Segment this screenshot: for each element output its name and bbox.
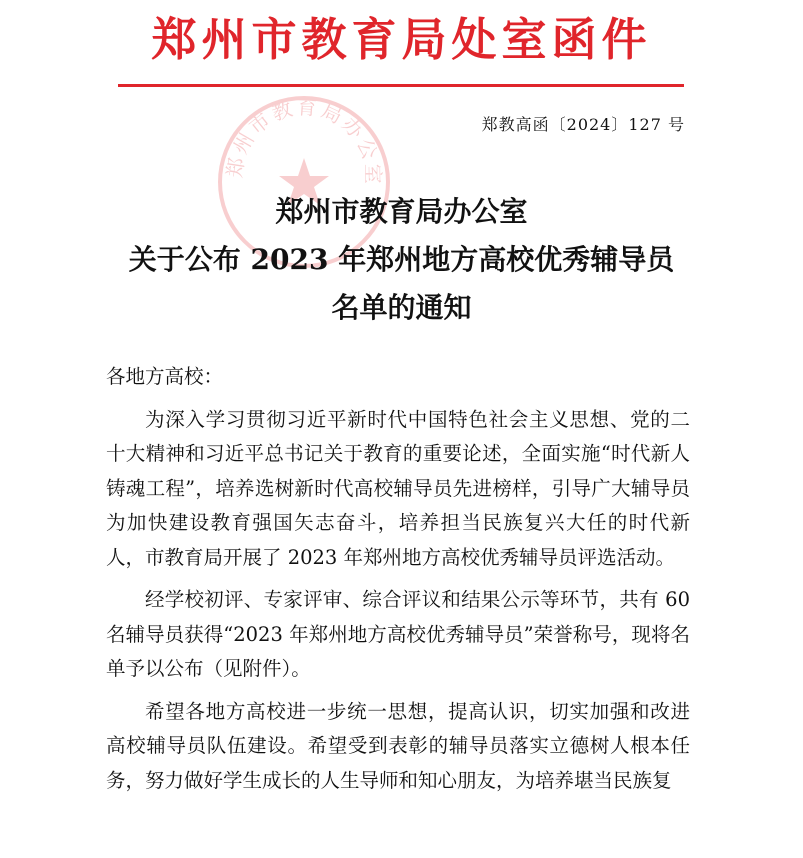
notice-title — [0, 188, 803, 332]
document-number: 郑教高函〔2024〕127 号 — [481, 115, 685, 134]
paragraph-2: 经学校初评、专家评审、综合评议和结果公示等环节，共有 60 名辅导员获得“2023 年郑州地方高校优秀辅导员”荣誉称号，现将名单予以公布（见附件）。 — [106, 588, 690, 680]
red-divider-line — [118, 84, 684, 87]
title-line-3: 名单的通知 — [331, 291, 472, 324]
paragraph-1: 为深入学习贯彻习近平新时代中国特色社会主义思想、党的二十大精神和习近平总书记关于教育的重要论述，全面实施“时代新人铸魂工程”，培养选树新时代高校辅导员先进榜样，引导广大辅导员为加快建设教育强国矢志奋斗，培养担当民族复兴大任的时代新人，市教育局开展了 2023 年郑州地方高校优秀辅导员评选活动。 — [106, 407, 690, 569]
svg-text:郑州市教育局办公室: 郑州市教育局办公室 — [222, 94, 386, 188]
title-line-2: 关于公布 2023 年郑州地方高校优秀辅导员 — [128, 243, 675, 276]
salutation: 各地方高校： — [106, 365, 224, 388]
paragraph-3: 希望各地方高校进一步统一思想，提高认识，切实加强和改进高校辅导员队伍建设。希望受到表彰的辅导员落实立德树人根本任务，努力做好学生成长的人生导师和知心朋友，为培养堪当民族复 — [106, 699, 690, 792]
notice-body — [106, 360, 690, 798]
title-line-1: 郑州市教育局办公室 — [275, 195, 528, 228]
letterhead-title: 郑州市教育局处室函件 — [151, 13, 652, 66]
